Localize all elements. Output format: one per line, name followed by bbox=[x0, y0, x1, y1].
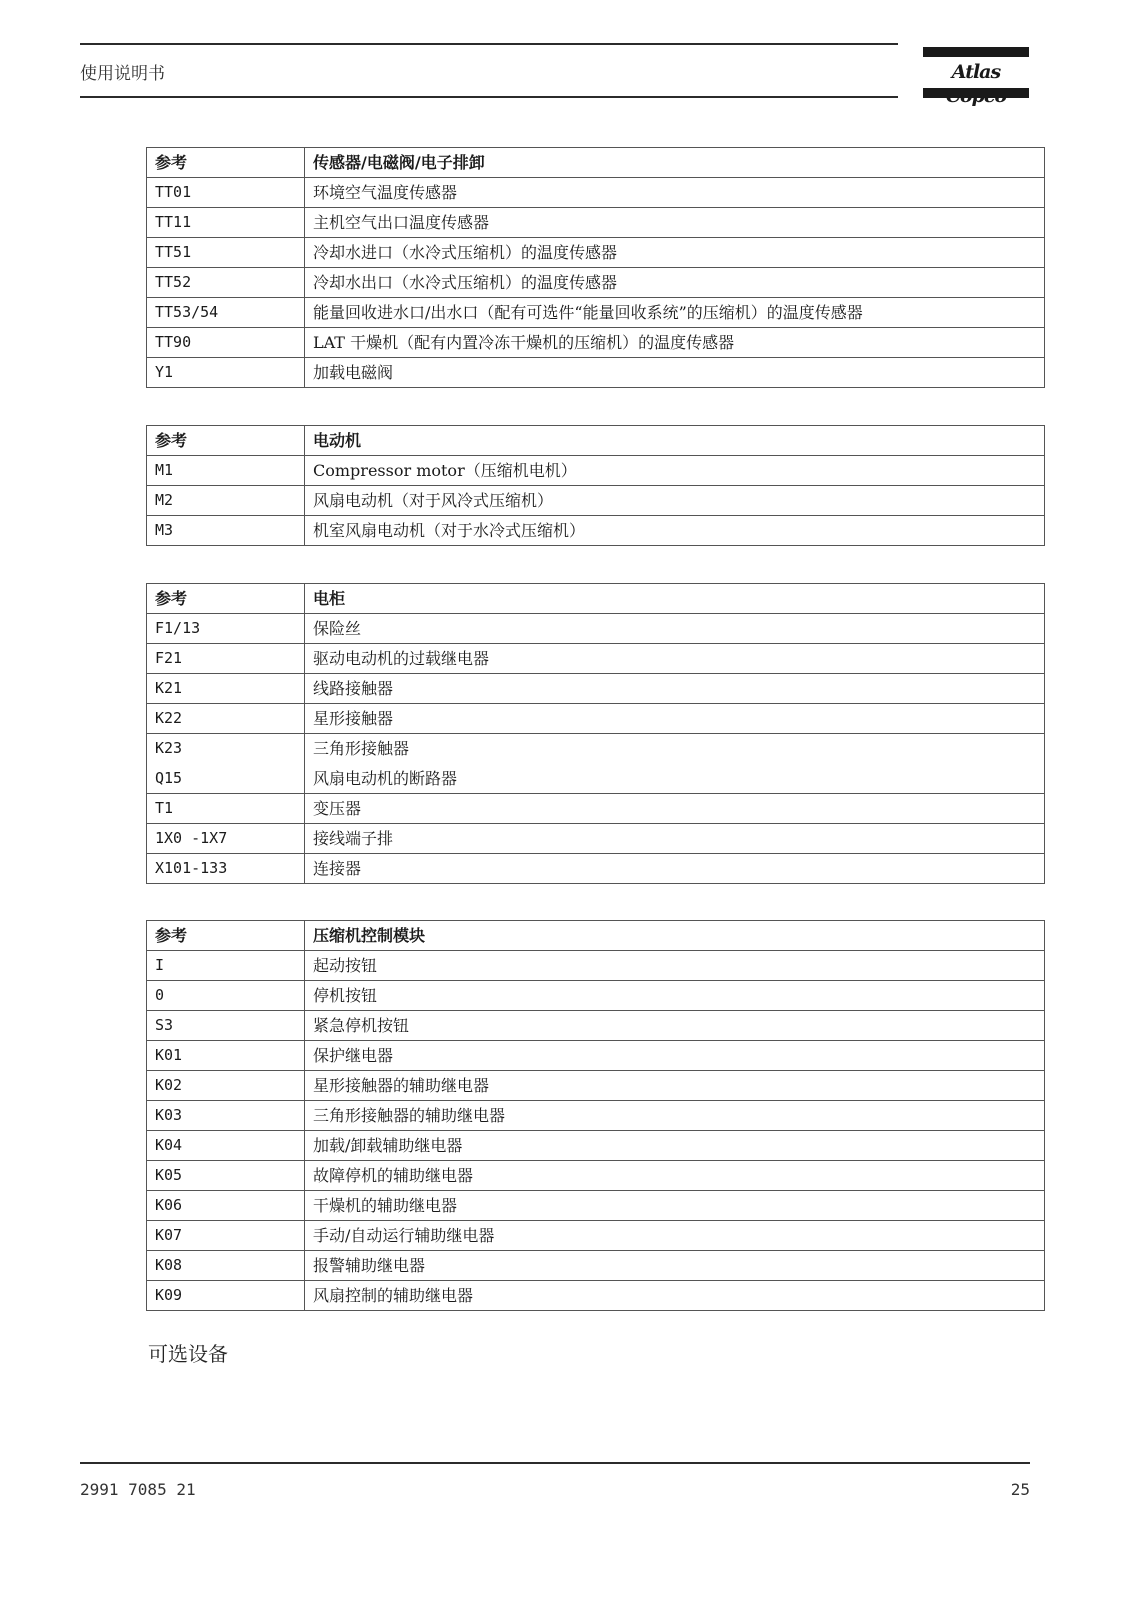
ref-code: K08 bbox=[147, 1251, 305, 1281]
table-row bbox=[147, 1191, 1045, 1221]
ref-code: Y1 bbox=[147, 358, 305, 388]
table-row bbox=[147, 298, 1045, 328]
description: 加载电磁阀 bbox=[305, 358, 1045, 388]
table-header-row bbox=[147, 584, 1045, 614]
description: 环境空气温度传感器 bbox=[305, 178, 1045, 208]
description: 风扇电动机的断路器 bbox=[305, 764, 1045, 794]
table-row bbox=[147, 1161, 1045, 1191]
ref-code: Q15 bbox=[147, 764, 305, 794]
ref-code: X101-133 bbox=[147, 854, 305, 884]
sensors-table bbox=[146, 147, 1045, 388]
ref-code: 0 bbox=[147, 981, 305, 1011]
table-row bbox=[147, 824, 1045, 854]
table-row bbox=[147, 644, 1045, 674]
ref-code: TT53/54 bbox=[147, 298, 305, 328]
description: 手动/自动运行辅助继电器 bbox=[305, 1221, 1045, 1251]
header-cell-reference: 参考 bbox=[147, 148, 305, 178]
table-row bbox=[147, 764, 1045, 794]
table-row bbox=[147, 178, 1045, 208]
document-title: 使用说明书 bbox=[80, 64, 165, 84]
ref-code: I bbox=[147, 951, 305, 981]
ref-code: K05 bbox=[147, 1161, 305, 1191]
header-cell-reference: 参考 bbox=[147, 921, 305, 951]
table-row bbox=[147, 208, 1045, 238]
header-cell-reference: 参考 bbox=[147, 426, 305, 456]
table-header-row bbox=[147, 426, 1045, 456]
document-number: 2991 7085 21 bbox=[80, 1480, 196, 1499]
table-row bbox=[147, 1221, 1045, 1251]
ref-code: F21 bbox=[147, 644, 305, 674]
ref-code: M1 bbox=[147, 456, 305, 486]
table-row bbox=[147, 1071, 1045, 1101]
header-cell-category: 电柜 bbox=[305, 584, 1045, 614]
description: 变压器 bbox=[305, 794, 1045, 824]
ref-code: K06 bbox=[147, 1191, 305, 1221]
table-row bbox=[147, 516, 1045, 546]
table-row bbox=[147, 486, 1045, 516]
description: 冷却水出口（水冷式压缩机）的温度传感器 bbox=[305, 268, 1045, 298]
ref-code: K23 bbox=[147, 734, 305, 764]
description: 加载/卸载辅助继电器 bbox=[305, 1131, 1045, 1161]
description: 起动按钮 bbox=[305, 951, 1045, 981]
description: 报警辅助继电器 bbox=[305, 1251, 1045, 1281]
description: 三角形接触器的辅助继电器 bbox=[305, 1101, 1045, 1131]
atlas-copco-logo bbox=[923, 47, 1029, 98]
table-row bbox=[147, 456, 1045, 486]
table-row bbox=[147, 951, 1045, 981]
motors-table bbox=[146, 425, 1045, 546]
description: 机室风扇电动机（对于水冷式压缩机） bbox=[305, 516, 1045, 546]
table-row bbox=[147, 1251, 1045, 1281]
description: 风扇控制的辅助继电器 bbox=[305, 1281, 1045, 1311]
logo-bar-bottom bbox=[923, 88, 1029, 98]
description: 风扇电动机（对于风冷式压缩机） bbox=[305, 486, 1045, 516]
description: 三角形接触器 bbox=[305, 734, 1045, 764]
section-title-optional-equipment: 可选设备 bbox=[148, 1342, 228, 1366]
header-rule-top bbox=[80, 43, 898, 45]
description: 保护继电器 bbox=[305, 1041, 1045, 1071]
description: 星形接触器的辅助继电器 bbox=[305, 1071, 1045, 1101]
ref-code: TT11 bbox=[147, 208, 305, 238]
table-row bbox=[147, 981, 1045, 1011]
ref-code: TT51 bbox=[147, 238, 305, 268]
description: 星形接触器 bbox=[305, 704, 1045, 734]
description: 驱动电动机的过载继电器 bbox=[305, 644, 1045, 674]
description: 故障停机的辅助继电器 bbox=[305, 1161, 1045, 1191]
table-row bbox=[147, 734, 1045, 764]
description: LAT 干燥机（配有内置冷冻干燥机的压缩机）的温度传感器 bbox=[305, 328, 1045, 358]
ref-code: F1/13 bbox=[147, 614, 305, 644]
table-header-row bbox=[147, 148, 1045, 178]
ref-code: T1 bbox=[147, 794, 305, 824]
logo-wordmark: Atlas bbox=[951, 61, 1001, 83]
table-row bbox=[147, 794, 1045, 824]
table-row bbox=[147, 328, 1045, 358]
ref-code: K01 bbox=[147, 1041, 305, 1071]
table-row bbox=[147, 854, 1045, 884]
header-cell-category: 压缩机控制模块 bbox=[305, 921, 1045, 951]
footer-rule bbox=[80, 1462, 1030, 1464]
description: 冷却水进口（水冷式压缩机）的温度传感器 bbox=[305, 238, 1045, 268]
ref-code: 1X0 -1X7 bbox=[147, 824, 305, 854]
table-row bbox=[147, 358, 1045, 388]
description: 停机按钮 bbox=[305, 981, 1045, 1011]
header-cell-category: 电动机 bbox=[305, 426, 1045, 456]
ref-code: K04 bbox=[147, 1131, 305, 1161]
table-row bbox=[147, 674, 1045, 704]
ref-code: S3 bbox=[147, 1011, 305, 1041]
ref-code: K07 bbox=[147, 1221, 305, 1251]
page-number: 25 bbox=[1010, 1480, 1030, 1499]
table-header-row bbox=[147, 921, 1045, 951]
ref-code: K09 bbox=[147, 1281, 305, 1311]
table-row bbox=[147, 238, 1045, 268]
table-row bbox=[147, 614, 1045, 644]
description: 线路接触器 bbox=[305, 674, 1045, 704]
ref-code: TT01 bbox=[147, 178, 305, 208]
table-row bbox=[147, 1281, 1045, 1311]
description: Compressor motor（压缩机电机） bbox=[305, 456, 1045, 486]
table-row bbox=[147, 1131, 1045, 1161]
ref-code: TT52 bbox=[147, 268, 305, 298]
description: 保险丝 bbox=[305, 614, 1045, 644]
description: 接线端子排 bbox=[305, 824, 1045, 854]
control-module-table bbox=[146, 920, 1045, 1311]
ref-code: TT90 bbox=[147, 328, 305, 358]
description: 干燥机的辅助继电器 bbox=[305, 1191, 1045, 1221]
description: 能量回收进水口/出水口（配有可选件“能量回收系统”的压缩机）的温度传感器 bbox=[305, 298, 1045, 328]
header-cell-category: 传感器/电磁阀/电子排卸 bbox=[305, 148, 1045, 178]
description: 紧急停机按钮 bbox=[305, 1011, 1045, 1041]
table-row bbox=[147, 1101, 1045, 1131]
table-row bbox=[147, 1041, 1045, 1071]
header-cell-reference: 参考 bbox=[147, 584, 305, 614]
ref-code: K21 bbox=[147, 674, 305, 704]
ref-code: K02 bbox=[147, 1071, 305, 1101]
table-row bbox=[147, 704, 1045, 734]
ref-code: M3 bbox=[147, 516, 305, 546]
table-row bbox=[147, 1011, 1045, 1041]
ref-code: K03 bbox=[147, 1101, 305, 1131]
table-row bbox=[147, 268, 1045, 298]
cabinet-table bbox=[146, 583, 1045, 884]
logo-bar-top bbox=[923, 47, 1029, 57]
ref-code: M2 bbox=[147, 486, 305, 516]
header-rule-bottom bbox=[80, 96, 898, 98]
description: 主机空气出口温度传感器 bbox=[305, 208, 1045, 238]
description: 连接器 bbox=[305, 854, 1045, 884]
ref-code: K22 bbox=[147, 704, 305, 734]
